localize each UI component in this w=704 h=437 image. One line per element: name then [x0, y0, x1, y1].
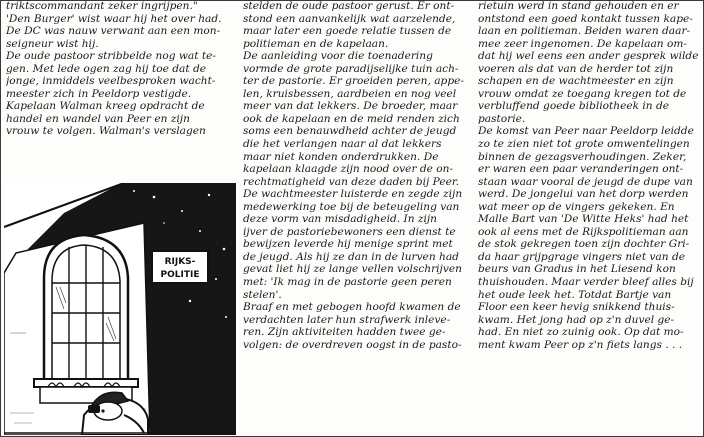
- text-line: laan en politieman. Beiden waren daar-: [478, 25, 691, 38]
- text-line: meester zich in Peeldorp vestigde.: [6, 87, 192, 100]
- text-line: triktscommandant zeker ingrijpen.": [6, 0, 198, 12]
- text-line: vrouw te volgen. Walman's verslagen: [6, 125, 206, 138]
- text-line: handel en wandel van Peer en zijn: [6, 112, 190, 125]
- text-line: soms een benauwdheid achter de jeugd: [243, 125, 457, 138]
- text-line: ontstond een goed kontakt tussen kape-: [478, 12, 693, 25]
- text-line: De wachtmeester luisterde en zegde zijn: [243, 188, 463, 201]
- text-line: volgen: de overdreven oogst in de pasto-: [243, 338, 462, 351]
- text-line: het oude leek het. Totdat Bartje van: [478, 288, 672, 301]
- text-line: de stok gekregen toen zijn dochter Gri-: [478, 238, 690, 251]
- cartoon-illustration: [4, 183, 236, 435]
- text-line: len, kruisbessen, aardbeien en nog veel: [243, 87, 457, 100]
- text-line: stelen'.: [243, 288, 282, 301]
- text-line: er waren een paar veranderingen ont-: [478, 163, 684, 176]
- text-line: pastorie.: [478, 112, 526, 125]
- text-line: ren. Zijn aktiviteiten hadden twee ge-: [243, 326, 446, 339]
- text-line: rechtmatigheid van deze daden bij Peer.: [243, 175, 460, 188]
- text-line: gevat liet hij ze lange vellen volschrijven: [243, 263, 462, 276]
- text-line: met: 'Ik mag in de pastorie geen peren: [243, 276, 452, 289]
- text-line: Braaf en met gebogen hoofd kwamen de: [243, 301, 461, 314]
- text-column-2: [243, 0, 471, 351]
- text-line: dat hij wel eens een ander gesprek wilde: [478, 50, 699, 63]
- text-line: stond een aanvankelijk wat aarzelende,: [243, 12, 456, 25]
- text-line: kapelaan klaagde zijn nood over de on-: [243, 163, 454, 176]
- text-line: seigneur wist hij.: [6, 37, 99, 50]
- text-line: die het verlangen naar al dat lekkers: [243, 138, 442, 151]
- text-line: De DC was nauw verwant aan een mon-: [6, 25, 221, 38]
- text-line: verbluffend goede bibliotheek in de: [478, 100, 670, 113]
- text-line: schapen en de wachtmeester en zijn: [478, 75, 674, 88]
- text-line: zo te zien niet tot grote omwentelingen: [478, 138, 690, 151]
- text-line: gen. Met lede ogen zag hij toe dat de: [6, 62, 206, 75]
- text-line: Kapelaan Walman kreeg opdracht de: [6, 100, 205, 113]
- text-line: rietuin werd in stand gehouden en er: [478, 0, 679, 12]
- text-line: jonge, inmiddels veelbesproken wacht-: [6, 75, 216, 88]
- sign-text-line1: RIJKS-: [164, 257, 196, 267]
- text-line: Malle Bart van 'De Witte Heks' had het: [478, 213, 689, 226]
- text-line: ook de kapelaan en de meid renden zich: [243, 112, 460, 125]
- text-line: Floor een keer hevig snikkend thuis-: [478, 301, 675, 314]
- text-line: staan waar vooral de jeugd de dupe van: [478, 175, 693, 188]
- text-line: beurs van Gradus in het Liesend kon: [478, 263, 676, 276]
- text-line: mee zeer ingenomen. De kapelaan om-: [478, 37, 687, 50]
- text-line: 'Den Burger' wist waar hij het over had.: [6, 12, 222, 25]
- sign-text-line2: POLITIE: [160, 270, 200, 280]
- text-line: werd. De jongelui van het dorp werden: [478, 188, 689, 201]
- text-line: vrouw omdat ze toegang kregen tot de: [478, 87, 687, 100]
- text-line: de jeugd. Als hij ze dan in de lurven had: [243, 250, 459, 263]
- text-line: thuishouden. Maar verder bleef alles bij: [478, 276, 694, 289]
- text-line: kwam. Het jong had op z'n duvel ge-: [478, 313, 675, 326]
- text-line: verdachten later hun strafwerk inleve-: [243, 313, 451, 326]
- police-sign: [150, 251, 208, 287]
- text-line: voeren als dat van de herder tot zijn: [478, 62, 674, 75]
- text-line: ook al eens met de Rijkspolitieman aan: [478, 225, 689, 238]
- text-line: medewerking toe bij de beteugeling van: [243, 200, 460, 213]
- text-line: meer van dat lekkers. De broeder, maar: [243, 100, 458, 113]
- text-column-1: [6, 0, 234, 138]
- text-line: maar niet konden onderdrukken. De: [243, 150, 439, 163]
- text-line: De oude pastoor stribbelde nog wat te-: [6, 50, 216, 63]
- text-line: ment kwam Peer op z'n fiets langs . . .: [478, 338, 683, 351]
- text-line: deze vorm van misdadigheid. In zijn: [243, 213, 437, 226]
- text-line: ter de pastorie. Er groeiden peren, appe-: [243, 75, 464, 88]
- text-line: stelden de oude pastoor gerust. Er ont-: [243, 0, 455, 12]
- text-line: De aanleiding voor die toenadering: [243, 50, 433, 63]
- text-line: politieman en de kapelaan.: [243, 37, 389, 50]
- text-line: maar later een goede relatie tussen de: [243, 25, 452, 38]
- text-line: wat meer op de vingers gekeken. En: [478, 200, 675, 213]
- text-line: ijver de pastoriebewoners een dienst te: [243, 225, 456, 238]
- text-line: vormde de grote paradijselijke tuin ach-: [243, 62, 459, 75]
- cartoon-drawing: [4, 183, 236, 435]
- text-line: bewijzen leverde hij menige sprint met: [243, 238, 453, 251]
- text-line: De komst van Peer naar Peeldorp leidde: [478, 125, 694, 138]
- text-line: da haar grijpgrage vingers niet van de: [478, 250, 685, 263]
- text-column-3: [478, 0, 700, 351]
- text-line: had. En niet zo zuinig ook. Op dat mo-: [478, 326, 684, 339]
- text-line: binnen de gezagsverhoudingen. Zeker,: [478, 150, 687, 163]
